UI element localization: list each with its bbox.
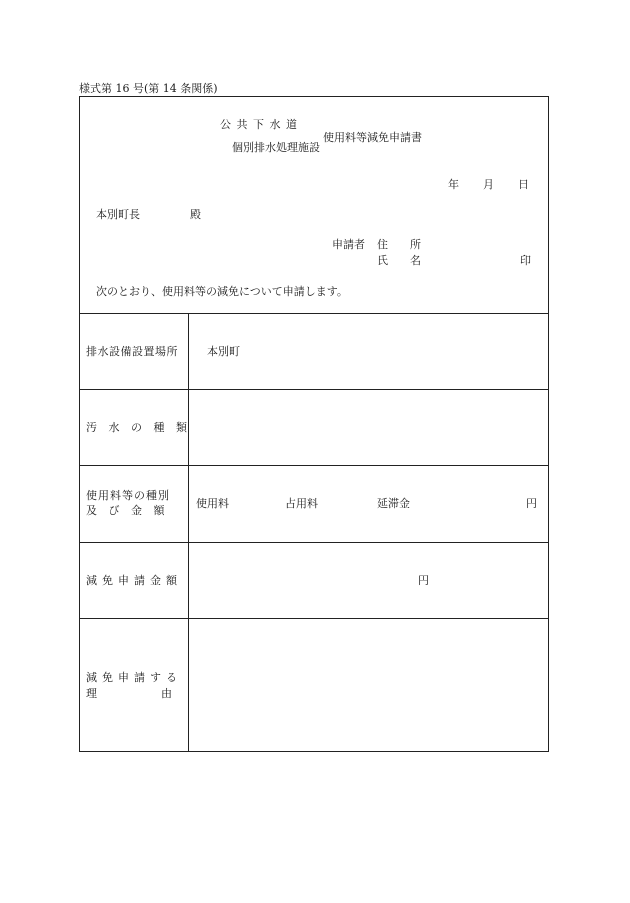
addressee-honorific: 殿 [190, 208, 201, 221]
sewage-type-field[interactable] [200, 397, 545, 459]
sewage-type-label: 汚 水 の 種 類 [86, 421, 191, 434]
seal-mark: 印 [520, 254, 531, 267]
applicant-label: 申請者 [332, 238, 365, 251]
reduction-yen-unit: 円 [418, 574, 429, 587]
form-title: 使用料等減免申請書 [323, 131, 422, 144]
reason-label-line1: 減免申請する [86, 671, 182, 684]
application-statement: 次のとおり、使用料等の減免について申請します。 [96, 285, 348, 298]
form-number: 様式第 16 号(第 14 条関係) [79, 82, 218, 95]
usage-fee-label: 使用料 [196, 497, 229, 510]
name-label: 氏 名 [377, 254, 421, 267]
occupancy-fee-label: 占用料 [285, 497, 318, 510]
divider [80, 465, 548, 466]
late-fee-label: 延滞金 [377, 497, 410, 510]
date-month: 月 [483, 178, 494, 191]
reduction-amount-label: 減免申請金額 [86, 574, 182, 587]
address-label: 住 所 [377, 238, 421, 251]
label-column-divider [188, 313, 189, 752]
date-day: 日 [518, 178, 529, 191]
application-form [79, 96, 549, 752]
reason-field[interactable] [200, 627, 545, 745]
facility-public-sewer: 公 共 下 水 道 [220, 118, 298, 131]
fee-type-label-line1: 使用料等の種別 [86, 489, 170, 502]
divider [80, 389, 548, 390]
addressee-name: 本別町長 [96, 208, 140, 221]
location-value[interactable]: 本別町 [207, 345, 240, 358]
divider [80, 313, 548, 314]
divider [80, 542, 548, 543]
reason-label-line2: 理 由 [86, 687, 176, 700]
fee-type-label-line2: 及 び 金 額 [86, 504, 169, 517]
location-label: 排水設備設置場所 [86, 345, 178, 358]
divider [80, 618, 548, 619]
facility-individual-drainage: 個別排水処理施設 [232, 141, 320, 154]
date-year: 年 [448, 178, 459, 191]
fee-yen-unit: 円 [526, 497, 537, 510]
